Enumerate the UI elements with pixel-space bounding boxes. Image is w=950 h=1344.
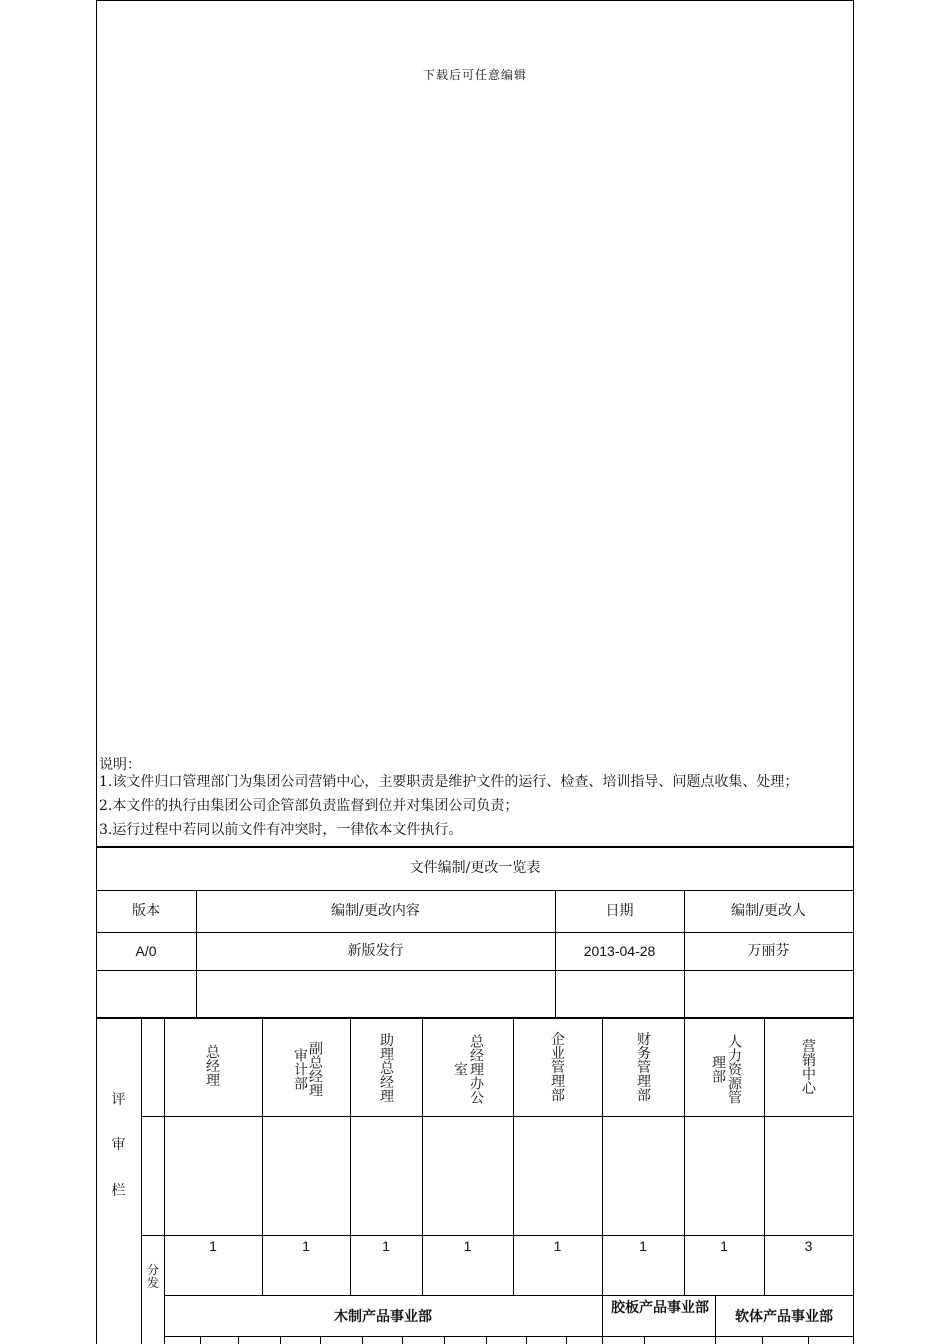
col-label-marketing: 营销中心	[802, 1039, 816, 1097]
rv-sub-7	[444, 1336, 445, 1344]
rev-header-content: 编制/更改内容	[331, 903, 420, 919]
col-label-general-manager: 总经理	[206, 1045, 220, 1089]
division-board	[608, 1301, 712, 1316]
count-enterprise-mgmt: 1	[553, 1238, 562, 1254]
rv-vline-c5	[602, 1019, 603, 1344]
count-hr: 1	[720, 1238, 728, 1254]
rv-sub-6	[402, 1336, 403, 1344]
count-finance: 1	[639, 1238, 647, 1254]
review-label-3: 栏	[111, 1183, 126, 1199]
review-label-2: 审	[111, 1137, 126, 1153]
rv-line-header	[141, 1116, 854, 1117]
rv-vline-label	[141, 1019, 142, 1344]
col-label-gm-office	[452, 1033, 484, 1105]
col-label-gm-office-text: 总经理办公室	[452, 1034, 484, 1104]
rv-sub-4	[320, 1336, 321, 1344]
col-label-hr-text: 人力资源管理部	[710, 1034, 742, 1104]
division-board-text: 胶板产品事业部	[611, 1300, 709, 1316]
rv-sub-13	[808, 1336, 809, 1344]
instruction-item-2: 2.本文件的执行由集团公司企管部负责监督到位并对集团公司负责；	[99, 798, 519, 814]
rev-header-editor: 编制/更改人	[731, 903, 806, 919]
header-note: 下载后可任意编辑	[422, 68, 527, 82]
count-marketing: 3	[804, 1238, 813, 1254]
rev-cell-content: 新版发行	[347, 943, 404, 959]
rev-cell-version: A/0	[135, 943, 157, 959]
rev-header-date: 日期	[605, 903, 634, 919]
count-gm-office: 1	[463, 1238, 472, 1254]
rev-line-bottom	[96, 1017, 854, 1019]
division-soft: 软体产品事业部	[735, 1309, 833, 1325]
rv-sub-8	[486, 1336, 487, 1344]
col-label-hr	[710, 1033, 742, 1105]
review-label-1: 评	[111, 1092, 126, 1108]
count-general-manager: 1	[209, 1238, 217, 1254]
col-label-assistant-gm: 助理总经理	[380, 1033, 394, 1105]
instruction-item-1: 1.该文件归口管理部门为集团公司营销中心，主要职责是维护文件的运行、检查、培训指导、问题点收集、处理；	[99, 774, 799, 790]
instructions-title: 说明：	[99, 757, 141, 773]
col-label-enterprise-mgmt: 企业管理部	[551, 1032, 565, 1104]
rv-sub-2	[238, 1336, 239, 1344]
rev-cell-date: 2013-04-28	[583, 943, 656, 959]
rv-sub-10	[566, 1336, 567, 1344]
frame-right	[853, 0, 854, 1344]
instruction-item-3: 3.运行过程中若同以前文件有冲突时，一律依本文件执行。	[99, 822, 463, 838]
col-label-finance: 财务管理部	[637, 1032, 651, 1104]
col-label-deputy-audit-text: 副总经理审计部	[292, 1041, 323, 1097]
col-label-deputy-audit	[292, 1040, 322, 1098]
rev-table-title: 文件编制/更改一览表	[409, 860, 541, 876]
rev-line-2	[96, 932, 854, 933]
rv-line-division	[164, 1336, 854, 1337]
frame-top	[96, 0, 854, 1]
rev-line-1	[96, 890, 854, 891]
rv-sub-5	[362, 1336, 363, 1344]
rv-sub-3	[280, 1336, 281, 1344]
rev-cell-editor: 万丽芬	[747, 943, 790, 959]
division-wood: 木制产品事业部	[334, 1309, 432, 1325]
rev-header-version: 版本	[132, 903, 160, 919]
rev-line-top	[96, 846, 854, 848]
rev-line-3	[96, 970, 854, 971]
rv-sub-9	[526, 1336, 527, 1344]
rv-line-signature	[141, 1235, 854, 1236]
rv-sub-12	[762, 1336, 763, 1344]
rv-sub-11	[644, 1336, 645, 1344]
count-assistant-gm: 1	[382, 1238, 390, 1254]
count-deputy-audit: 1	[302, 1238, 310, 1254]
distribution-label: 分发	[146, 1263, 159, 1290]
rv-sub-1	[200, 1336, 201, 1344]
rv-line-count	[164, 1295, 854, 1296]
